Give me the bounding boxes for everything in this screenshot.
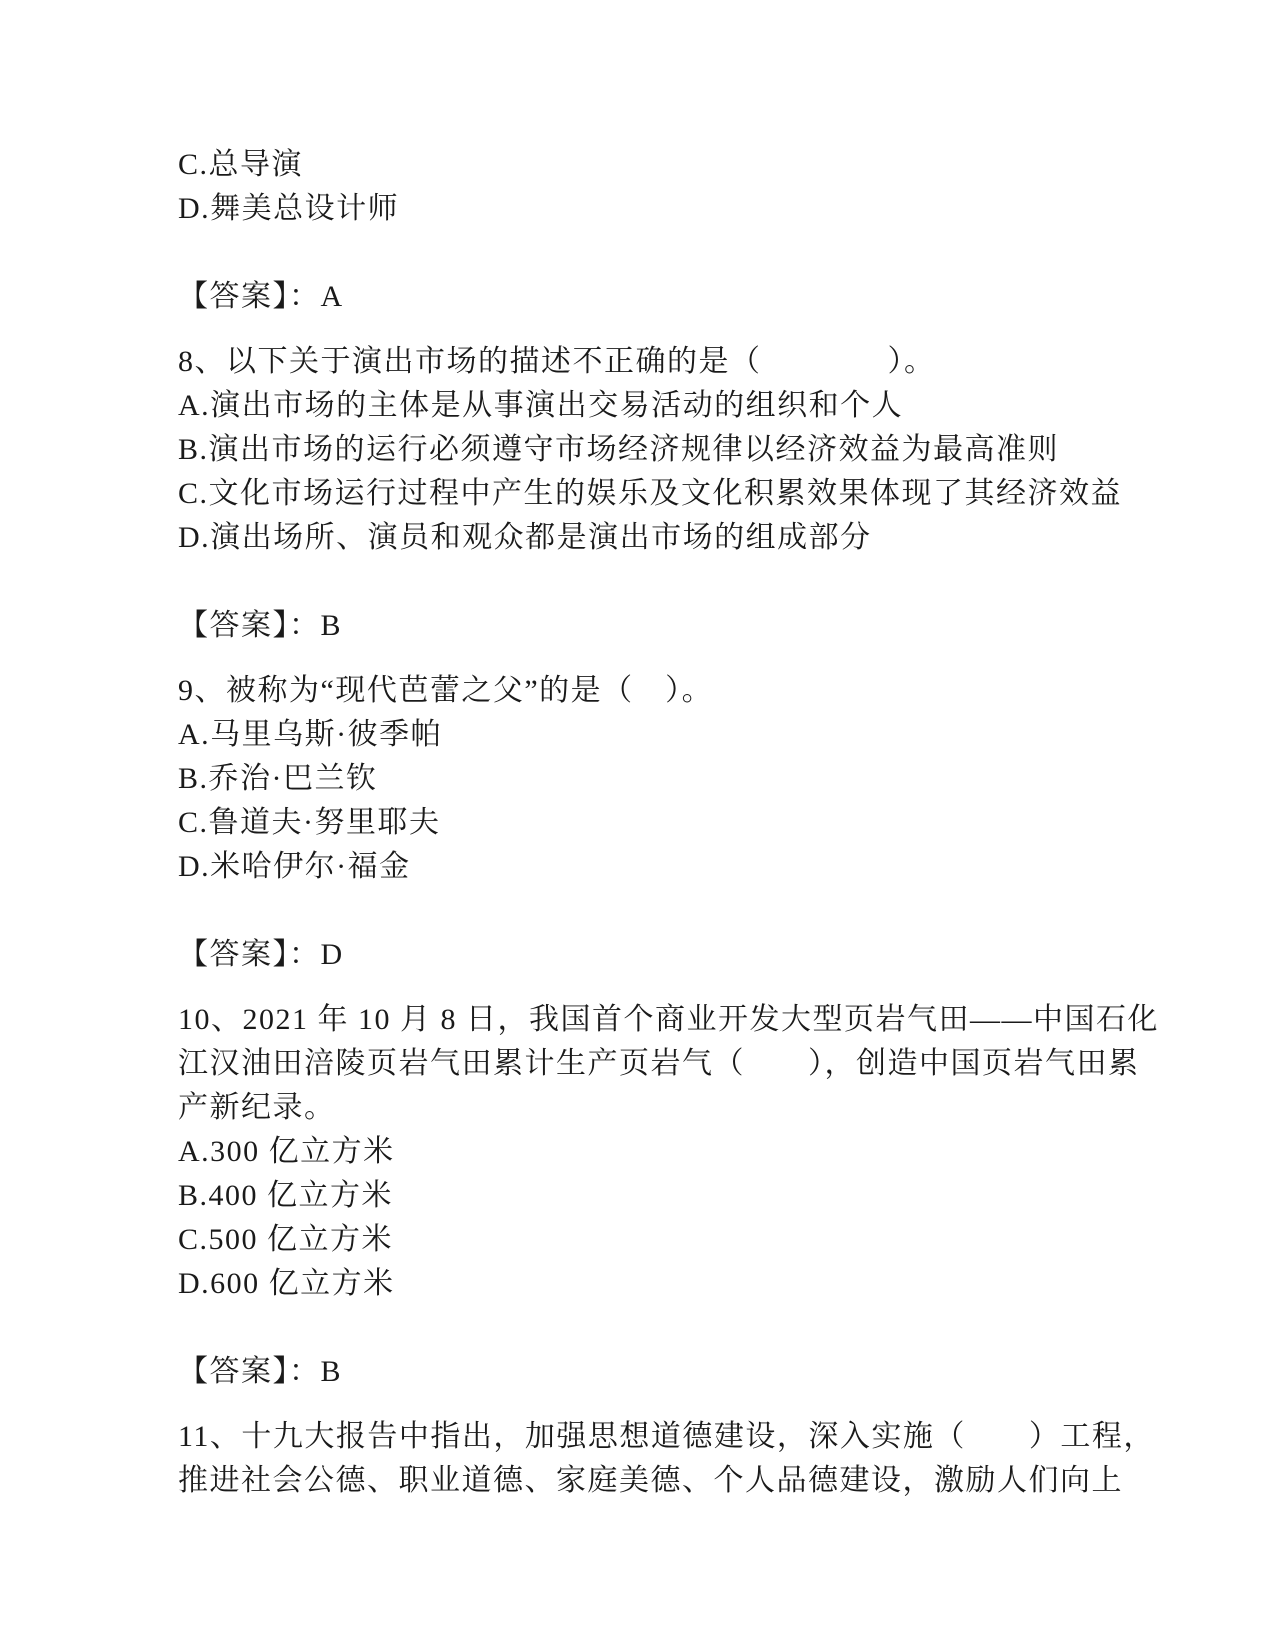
- question-10-option-a: A.300 亿立方米: [178, 1135, 395, 1168]
- question-11: [178, 1415, 1155, 1503]
- question-9-option-a: A.马里乌斯·彼季帕: [178, 718, 443, 751]
- question-11-stem-line-1: 11、十九大报告中指出，加强思想道德建设，深入实施（ ）工程，: [178, 1420, 1155, 1453]
- question-8: [178, 340, 1123, 560]
- question-9-stem: 9、被称为“现代芭蕾之父”的是（ ）。: [178, 674, 714, 707]
- question-7-answer: [178, 275, 1097, 319]
- question-9-option-c: C.鲁道夫·努里耶夫: [178, 806, 441, 839]
- question-10-option-b: B.400 亿立方米: [178, 1179, 394, 1212]
- question-7-option-c: C.总导演: [178, 148, 304, 181]
- question-9-option-b: B.乔治·巴兰钦: [178, 762, 378, 795]
- question-10-stem-line-3: 产新纪录。: [178, 1091, 336, 1124]
- question-10-answer: [178, 1350, 1097, 1394]
- question-10-stem-line-2: 江汉油田涪陵页岩气田累计生产页岩气（ ），创造中国页岩气田累: [178, 1047, 1140, 1080]
- question-8-stem: 8、以下关于演出市场的描述不正确的是（ ）。: [178, 345, 936, 378]
- question-8-option-c: C.文化市场运行过程中产生的娱乐及文化积累效果体现了其经济效益: [178, 477, 1123, 510]
- answer-text: 【答案】：B: [178, 609, 343, 642]
- question-8-option-b: B.演出市场的运行必须遵守市场经济规律以经济效益为最高准则: [178, 433, 1060, 466]
- answer-text: 【答案】：A: [178, 280, 344, 313]
- question-7-options-continuation: [178, 143, 1097, 231]
- question-8-option-a: A.演出市场的主体是从事演出交易活动的组织和个人: [178, 389, 904, 422]
- question-7-option-d: D.舞美总设计师: [178, 192, 400, 225]
- question-10-option-d: D.600 亿立方米: [178, 1267, 395, 1300]
- question-8-option-d: D.演出场所、演员和观众都是演出市场的组成部分: [178, 521, 872, 554]
- question-11-stem-line-2: 推进社会公德、职业道德、家庭美德、个人品德建设，激励人们向上: [178, 1464, 1123, 1497]
- question-9-answer: [178, 933, 1097, 977]
- answer-text: 【答案】：B: [178, 1355, 343, 1388]
- question-8-answer: [178, 604, 1097, 648]
- question-10-stem-line-1: 10、2021 年 10 月 8 日，我国首个商业开发大型页岩气田——中国石化: [178, 1003, 1159, 1036]
- question-9: [178, 669, 1097, 889]
- question-10: [178, 998, 1159, 1306]
- answer-text: 【答案】：D: [178, 938, 344, 971]
- question-9-option-d: D.米哈伊尔·福金: [178, 850, 411, 883]
- question-10-option-c: C.500 亿立方米: [178, 1223, 394, 1256]
